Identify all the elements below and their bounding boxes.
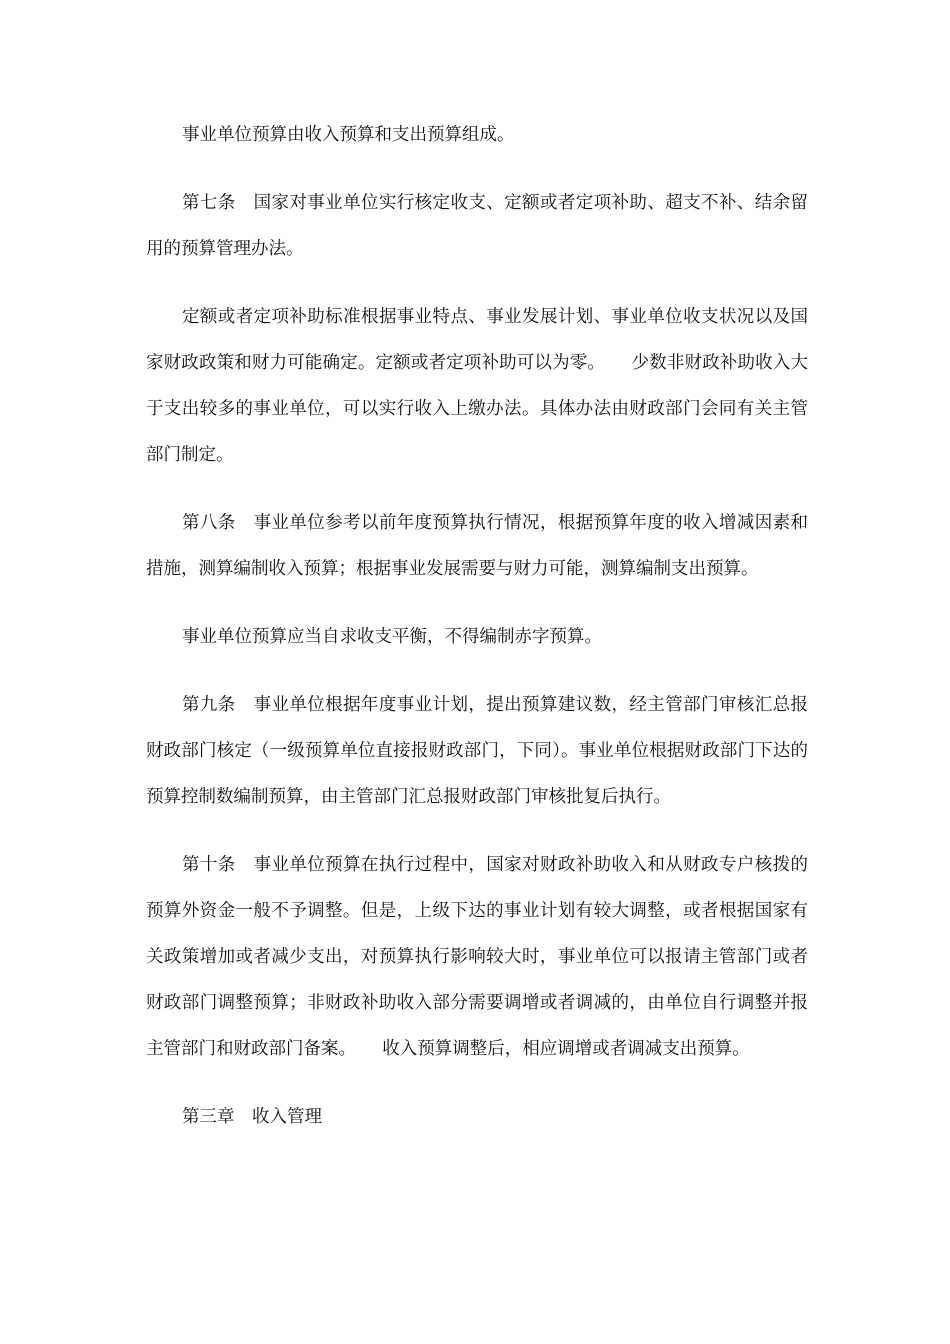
document-body bbox=[146, 112, 808, 1162]
chapter-heading-income-management: 第三章 收入管理 bbox=[182, 1107, 322, 1127]
paragraph-budget-balance: 事业单位预算应当自求收支平衡，不得编制赤字预算。 bbox=[182, 627, 602, 647]
paragraph-article-8: 第八条 事业单位参考以前年度预算执行情况，根据预算年度的收入增减因素和措施，测算编制收入预算；根据事业发展需要与财力可能，测算编制支出预算。 bbox=[146, 513, 808, 579]
paragraph-article-9: 第九条 事业单位根据年度事业计划，提出预算建议数，经主管部门审核汇总报财政部门核定（一级预算单位直接报财政部门，下同）。事业单位根据财政部门下达的预算控制数编制预算，由主管部门汇总报财政部门审核批复后执行。 bbox=[146, 695, 808, 807]
paragraph-budget-composition: 事业单位预算由收入预算和支出预算组成。 bbox=[182, 125, 515, 145]
paragraph-article-7: 第七条 国家对事业单位实行核定收支、定额或者定项补助、超支不补、结余留用的预算管理办法。 bbox=[146, 193, 808, 259]
paragraph-subsidy-standard: 定额或者定项补助标准根据事业特点、事业发展计划、事业单位收支状况以及国家财政政策和财力可能确定。定额或者定项补助可以为零。 少数非财政补助收入大于支出较多的事业单位，可以实行收入上缴办法。具体办法由财政部门会同有关主管部门制定。 bbox=[146, 307, 808, 465]
paragraph-article-10: 第十条 事业单位预算在执行过程中，国家对财政补助收入和从财政专户核拨的预算外资金一般不予调整。但是，上级下达的事业计划有较大调整，或者根据国家有关政策增加或者减少支出，对预算执行影响较大时，事业单位可以报请主管部门或者财政部门调整预算；非财政补助收入部分需要调增或者调减的，由单位自行调整并报主管部门和财政部门备案。 收入预算调整后，相应调增或者调减支出预算。 bbox=[146, 855, 808, 1059]
